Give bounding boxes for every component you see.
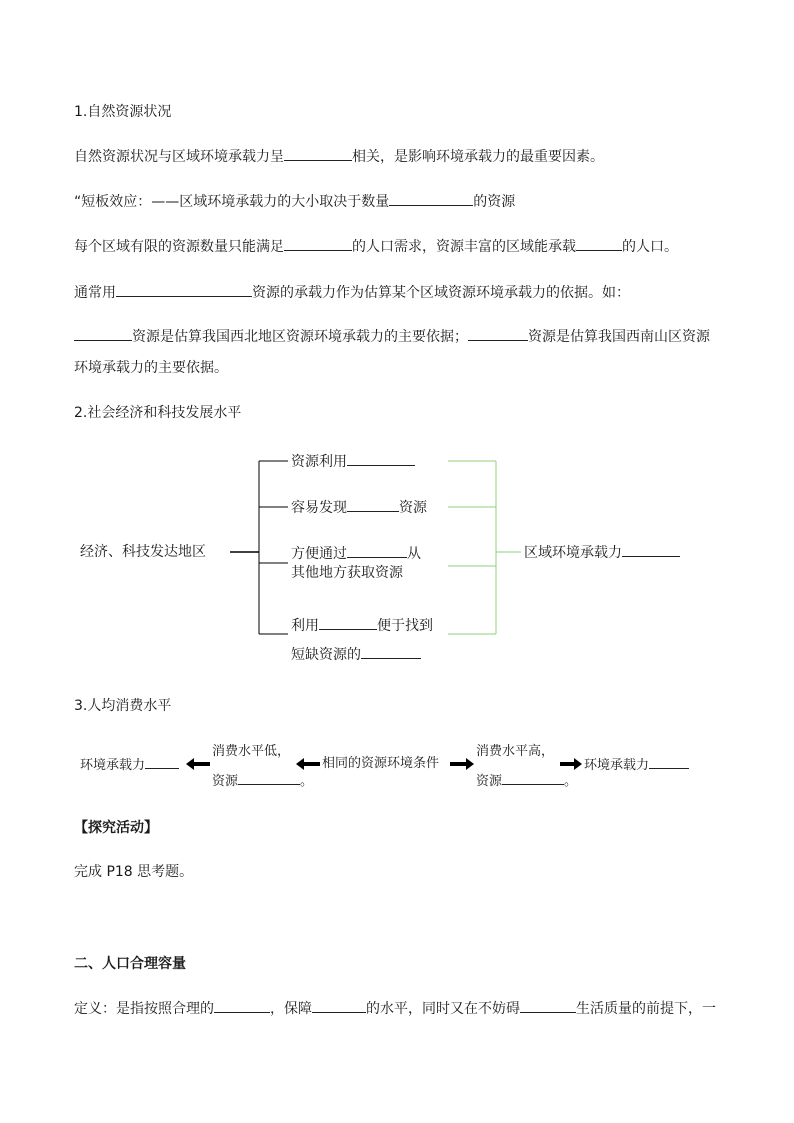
- section-1-heading: 1.自然资源状况: [74, 104, 172, 120]
- paragraph-example-regions: 资源是估算我国西北地区资源环境承载力的主要依据； 资源是估算我国西南山区资源: [74, 326, 710, 347]
- activity-heading: 【探究活动】: [74, 820, 158, 836]
- paragraph-short-board-effect: “短板效应：——区域环境承载力的大小取决于数量 的资源: [74, 191, 515, 212]
- consumption-center: 相同的资源环境条件: [322, 756, 440, 771]
- consumption-right-result: 环境承载力: [584, 754, 689, 776]
- diagram-left-label: 经济、科技发达地区: [80, 544, 206, 560]
- paragraph-example-continued: 环境承载力的主要依据。: [74, 360, 228, 376]
- consumption-high-2: 资源 。: [476, 770, 577, 792]
- diagram-branch-2: 容易发现 资源: [291, 497, 427, 518]
- arrow-left-icon: [296, 758, 320, 770]
- arrow-left-icon: [186, 758, 210, 770]
- fill-blank[interactable]: [520, 998, 576, 1013]
- definition-paragraph: 定义：是指按照合理的 ，保障 的水平，同时又在不妨碍 生活质量的前提下，一: [74, 998, 716, 1019]
- diagram-branch-4-cont: 短缺资源的: [291, 644, 421, 665]
- paragraph-population-demand: 每个区域有限的资源数量只能满足 的人口需求，资源丰富的区域能承载 的人口。: [74, 236, 678, 257]
- fill-blank[interactable]: [312, 998, 366, 1013]
- diagram-branch-3-cont: 其他地方获取资源: [291, 565, 403, 581]
- diagram-right-label: 区域环境承载力: [524, 542, 680, 563]
- consumption-left-result: 环境承载力: [80, 754, 179, 776]
- consumption-low-1: 消费水平低，: [212, 744, 291, 759]
- section-two-heading: 二、人口合理容量: [74, 956, 186, 972]
- diagram-branch-3: 方便通过 从: [291, 543, 421, 564]
- fill-blank[interactable]: [238, 770, 300, 785]
- fill-blank[interactable]: [649, 754, 689, 769]
- diagram-branch-4: 利用 便于找到: [291, 615, 433, 636]
- activity-text: 完成 P18 思考题。: [74, 864, 194, 880]
- consumption-high-1: 消费水平高，: [476, 744, 555, 759]
- fill-blank[interactable]: [145, 754, 179, 769]
- diagram-branch-1: 资源利用: [291, 451, 415, 472]
- section-2-heading: 2.社会经济和科技发展水平: [74, 405, 242, 421]
- consumption-low-2: 资源 。: [212, 770, 313, 792]
- paragraph-usual-resource: 通常用 资源的承载力作为估算某个区域资源环境承载力的依据。如：: [74, 282, 630, 303]
- section-3-heading: 3.人均消费水平: [74, 698, 172, 714]
- fill-blank[interactable]: [502, 770, 564, 785]
- arrow-right-icon: [560, 758, 582, 770]
- arrow-right-icon: [450, 758, 474, 770]
- fill-blank[interactable]: [214, 998, 270, 1013]
- paragraph-resource-correlation: 自然资源状况与区域环境承载力呈 相关，是影响环境承载力的最重要因素。: [74, 146, 604, 167]
